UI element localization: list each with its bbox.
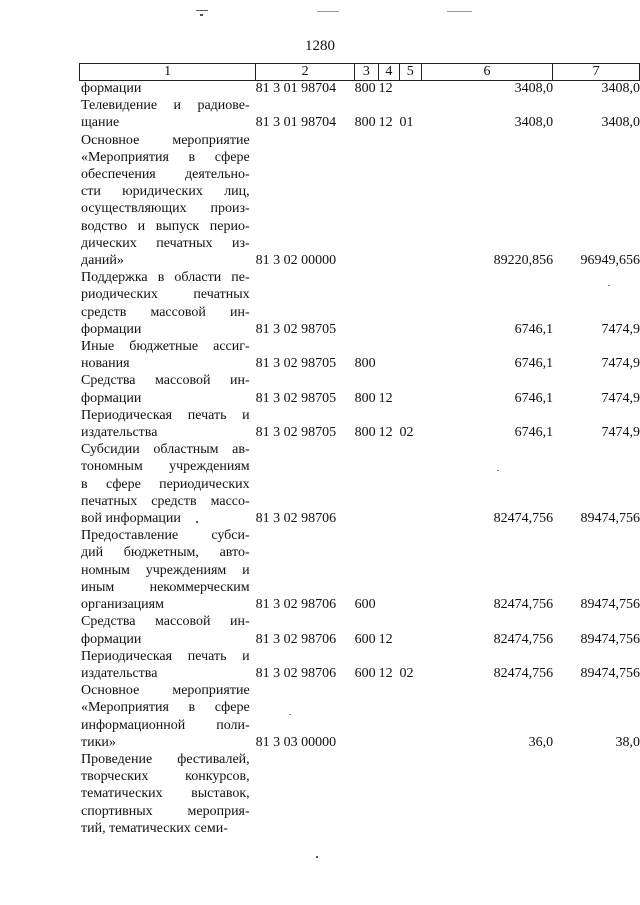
row-col3: 600 <box>354 665 376 681</box>
row-name <box>79 97 256 131</box>
row-value-col7: 89474,756 <box>580 511 640 527</box>
row-value-col6: 89220,856 <box>493 253 554 269</box>
row-name-line: «Мероприятия в сфере <box>81 700 250 716</box>
row-value-col6: 3408,0 <box>514 81 554 96</box>
row-name-line: Средства массовой ин- <box>81 614 250 630</box>
row-name-line: вой информации <box>81 511 181 527</box>
row-name <box>79 527 256 613</box>
row-value-col6: 3408,0 <box>514 115 554 131</box>
row-name-line: Периодическая печать и <box>81 407 250 423</box>
row-name-line: Основное мероприятие <box>81 683 250 699</box>
table-row <box>79 682 640 751</box>
row-col3 <box>355 682 379 751</box>
column-header-7: 7 <box>553 64 640 81</box>
row-name-line: спортивных мероприя- <box>81 803 250 819</box>
row-value-col6: 6746,1 <box>514 425 554 441</box>
row-name-line: «Мероприятия в сфере <box>81 149 250 165</box>
row-name-line: тематических выставок, <box>81 786 250 802</box>
row-code <box>256 751 355 837</box>
row-col4 <box>379 751 400 837</box>
row-col5: 02 <box>399 665 414 681</box>
row-code: 81 3 02 98706 <box>255 631 337 647</box>
scan-speck <box>196 521 198 523</box>
row-name-line: Иные бюджетные ассиг- <box>81 339 250 355</box>
row-code: 81 3 02 98706 <box>255 665 337 681</box>
row-name-line: осуществляющих произ- <box>81 201 250 217</box>
row-name-line: издательства <box>81 665 158 681</box>
row-name <box>79 648 256 682</box>
row-value-col6: 6746,1 <box>514 390 554 406</box>
row-value-col7: 7474,9 <box>601 356 640 372</box>
row-name-line: Предоставление субси- <box>81 528 250 544</box>
row-name-line: формации <box>81 390 142 406</box>
column-header-row <box>80 64 640 81</box>
row-col5: 01 <box>399 115 414 131</box>
row-col4 <box>379 527 400 613</box>
row-name <box>79 338 256 372</box>
row-code: 81 3 02 98705 <box>255 425 337 441</box>
row-col5 <box>400 372 422 406</box>
row-col3 <box>355 132 379 270</box>
row-name-line: издательства <box>81 425 158 441</box>
row-col3: 800 <box>354 425 376 441</box>
row-col5: 02 <box>399 425 414 441</box>
table-row <box>79 372 640 406</box>
scan-speck <box>316 856 318 858</box>
row-col5 <box>400 751 422 837</box>
table-row <box>79 132 640 270</box>
table-row <box>79 80 640 97</box>
row-name-line: дических печатных из- <box>81 235 250 251</box>
scan-speck <box>289 714 291 715</box>
table-row <box>79 751 640 837</box>
row-value-col6: 82474,756 <box>493 665 554 681</box>
row-name-line: тономным учреждениям <box>81 459 250 475</box>
row-name <box>79 441 256 527</box>
scan-speck <box>200 14 203 16</box>
row-col4 <box>379 682 400 751</box>
row-col5 <box>400 441 422 527</box>
row-name <box>79 80 256 97</box>
row-name-line: в сфере периодических <box>81 476 250 492</box>
row-value-col7: 89474,756 <box>580 665 640 681</box>
row-name-line: Проведение фестивалей, <box>81 751 250 767</box>
scan-speck <box>497 470 499 471</box>
row-code: 81 3 02 98705 <box>255 321 337 337</box>
row-name-line: риодических печатных <box>81 287 250 303</box>
row-name-line: Основное мероприятие <box>81 132 250 148</box>
row-code: 81 3 03 00000 <box>255 734 337 750</box>
row-col3: 800 <box>354 356 376 372</box>
row-value-col7: 7474,9 <box>601 390 640 406</box>
row-name <box>79 682 256 751</box>
row-name <box>79 407 256 441</box>
row-value-col6: 36,0 <box>528 734 554 750</box>
column-header-table <box>79 63 640 81</box>
row-name <box>79 751 256 837</box>
row-code: 81 3 01 98704 <box>255 81 337 96</box>
row-name-line: дий бюджетным, авто- <box>81 545 250 561</box>
row-col4: 12 <box>378 665 393 681</box>
scan-speck <box>196 10 208 11</box>
row-name <box>79 613 256 647</box>
table-row <box>79 97 640 131</box>
table-row <box>79 269 640 338</box>
row-name-line: иным некоммерческим <box>81 579 250 595</box>
row-col3: 800 <box>354 115 376 131</box>
row-col4: 12 <box>378 390 393 406</box>
row-col5 <box>400 80 422 97</box>
row-name-line: Поддержка в области пе- <box>81 270 250 286</box>
row-name-line: номным учреждениям и <box>81 562 250 578</box>
row-name-line: тий, тематических семи- <box>81 820 228 836</box>
row-value-col7: 3408,0 <box>601 81 640 96</box>
scan-speck <box>447 11 472 12</box>
row-col4: 12 <box>378 81 393 96</box>
row-value-col7: 38,0 <box>615 734 640 750</box>
row-col3: 600 <box>354 597 376 613</box>
column-header-3: 3 <box>354 64 378 81</box>
row-col4 <box>379 132 400 270</box>
row-col4 <box>379 338 400 372</box>
row-name-line: средств массовой ин- <box>81 304 250 320</box>
row-col3: 800 <box>354 390 376 406</box>
row-code: 81 3 02 98706 <box>255 511 337 527</box>
column-header-4: 4 <box>378 64 399 81</box>
row-col5 <box>400 132 422 270</box>
row-value-col7: 7474,9 <box>601 425 640 441</box>
row-code: 81 3 02 98705 <box>255 356 337 372</box>
row-value-col6: 6746,1 <box>514 356 554 372</box>
column-header-6: 6 <box>421 64 553 81</box>
scan-speck <box>317 11 339 12</box>
row-col3: 800 <box>354 81 376 96</box>
row-name-line: Телевидение и радиове- <box>81 98 250 114</box>
row-col3: 600 <box>354 631 376 647</box>
row-col5 <box>400 682 422 751</box>
row-name-line: Средства массовой ин- <box>81 373 250 389</box>
row-col5 <box>400 613 422 647</box>
row-name-line: Периодическая печать и <box>81 648 250 664</box>
row-value-col6: 82474,756 <box>493 597 554 613</box>
row-col5 <box>400 269 422 338</box>
row-col4: 12 <box>378 115 393 131</box>
row-name <box>79 269 256 338</box>
row-name <box>79 372 256 406</box>
table-row <box>79 441 640 527</box>
column-header-2: 2 <box>256 64 355 81</box>
row-col4: 12 <box>378 425 393 441</box>
row-code: 81 3 02 98706 <box>255 597 337 613</box>
row-name-line: нования <box>81 356 130 372</box>
row-name-line: водство и выпуск перио- <box>81 218 250 234</box>
column-header-5: 5 <box>399 64 421 81</box>
row-value-col6: 82474,756 <box>493 511 554 527</box>
row-value-col7 <box>553 751 640 837</box>
budget-table <box>79 80 640 837</box>
row-col3 <box>355 269 379 338</box>
table-row <box>79 527 640 613</box>
row-col3 <box>355 441 379 527</box>
table-row <box>79 613 640 647</box>
row-col4 <box>379 269 400 338</box>
row-name-line: щание <box>81 115 120 131</box>
row-code: 81 3 02 00000 <box>255 253 337 269</box>
row-name-line: творческих конкурсов, <box>81 769 250 785</box>
row-col4 <box>379 441 400 527</box>
scan-speck <box>608 285 610 286</box>
row-name-line: даний» <box>81 253 124 269</box>
table-row <box>79 648 640 682</box>
row-col5 <box>400 338 422 372</box>
table-row <box>79 338 640 372</box>
row-name-line: печатных средств массо- <box>81 493 250 509</box>
row-col5 <box>400 527 422 613</box>
row-value-col6: 82474,756 <box>493 631 554 647</box>
row-value-col6: 6746,1 <box>514 321 554 337</box>
column-header-1: 1 <box>80 64 256 81</box>
row-col4: 12 <box>378 631 393 647</box>
row-name-line: сти юридических лиц, <box>81 184 250 200</box>
row-name-line: формации <box>81 81 142 96</box>
row-code: 81 3 01 98704 <box>255 115 337 131</box>
row-code: 81 3 02 98705 <box>255 390 337 406</box>
row-value-col7: 7474,9 <box>601 321 640 337</box>
row-value-col7: 3408,0 <box>601 115 640 131</box>
row-name-line: тики» <box>81 734 116 750</box>
row-value-col7: 89474,756 <box>580 597 640 613</box>
row-name-line: организациям <box>81 597 164 613</box>
row-name-line: формации <box>81 321 142 337</box>
row-value-col7: 96949,656 <box>580 253 640 269</box>
row-name-line: обеспечения деятельно- <box>81 167 250 183</box>
row-col3 <box>355 751 379 837</box>
row-name-line: формации <box>81 631 142 647</box>
table-row <box>79 407 640 441</box>
row-name <box>79 132 256 270</box>
page-number: 1280 <box>305 38 335 54</box>
row-name-line: Субсидии областным ав- <box>81 442 250 458</box>
row-value-col6 <box>421 751 553 837</box>
row-value-col7: 89474,756 <box>580 631 640 647</box>
row-name-line: информационной поли- <box>81 717 250 733</box>
